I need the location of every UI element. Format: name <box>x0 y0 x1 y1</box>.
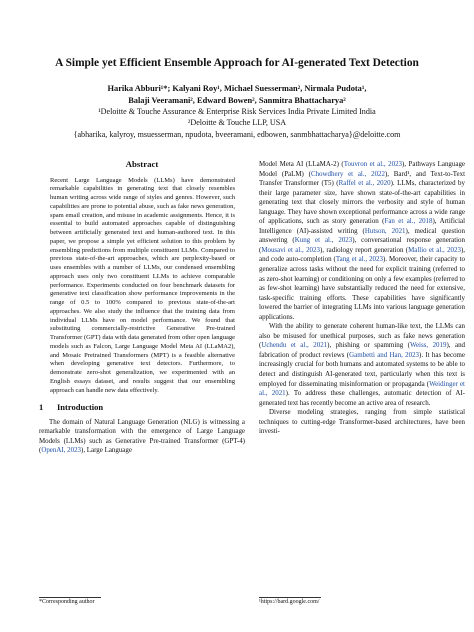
citation-link[interactable]: Weidinger et al., 2021 <box>259 379 465 398</box>
left-column <box>39 160 245 456</box>
citation-link[interactable]: Uchendu et al., 2021 <box>261 341 328 350</box>
author-line: Balaji Veeramani², Edward Bowen², Sanmitra Bhattacharya² <box>128 95 346 105</box>
affiliation-line: ¹Deloitte & Touche Assurance & Enterprise Risk Services India Private Limited India <box>98 107 376 116</box>
author-emails: {abharika, kalyroy, msuesserman, npudota, bveeramani, edbowen, sanmbhattacharya}@deloitte.com <box>73 129 401 139</box>
citation-link[interactable]: Raffel et al., 2020 <box>338 179 391 188</box>
abstract-heading: Abstract <box>125 159 159 169</box>
footnote-corresponding-author: *Corresponding author <box>39 599 95 605</box>
citation-link[interactable]: Fan et al., 2018 <box>384 217 433 226</box>
citation-link[interactable]: Kung et al., 2023 <box>294 236 353 245</box>
intro-paragraph: The domain of Natural Language Generation (NLG) is witnessing a remarkable transformation with the emergence of Large Language Models (LLMs) such as Generative Pre-trained Transformer (GPT-4) (OpenAI, 2023), Large Language <box>39 417 245 455</box>
citation-link[interactable]: Chowdhery et al., 2022 <box>310 169 385 178</box>
affiliations <box>20 106 454 140</box>
footnote-bard-url: ¹https://bard.google.com/ <box>259 599 320 605</box>
intro-paragraph: With the ability to generate coherent human-like text, the LLMs can also be misused for unethical purposes, such as fake news generation (Uchendu et al., 2021), phishing or spamming (Weiss, 2019), and fabrication of product reviews (Gambetti and Han, 2023). It has become increasingly crucial for both humans and automated systems to be able to detect and distinguish AI-generated text, particularly when this text is employed for disseminating misinformation or propaganda (Weidinger et al., 2021). To address these challenges, automatic detection of AI-generated text has recently become an active area of research. <box>259 322 466 407</box>
abstract-text: Recent Large Language Models (LLMs) have demonstrated remarkable capabilities in generating text that closely resembles human writing across wide range of styles and genres. However, such capabilities are prone to potential abuse, such as fake news generation, spam email creation, and misuse in academic assignments. Hence, it is essential to build automated approaches capable of distinguishing between artificially generated text and human-authored text. In this paper, we propose a simple yet efficient solution to this problem by ensembling predictions from multiple constituent LLMs. Compared to previous state-of-the-art approaches, which are perplexity-based or uses ensembles with a number of LLMs, our condensed ensembling approach uses only two constituent LLMs to achieve comparable performance. Experiments conducted on four benchmark datasets for generative text classification show performance improvements in the range of 0.5 to 100% compared to previous state-of-the-art approaches. We also study the influence that the training data from individual LLMs have on model performance. We found that substituting commercially-restrictive Generative Pre-trained Transformer (GPT) data with data generated from other open language models such as Falcon, Large Language Model Meta AI (LLaMA2), and Mosaic Pretrained Transformers (MPT) is a feasible alternative when developing generative text detectors. Furthermore, to demonstrate zero-shot generalization, we experimented with an English essays dataset, and results suggest that our ensembling approach can handle new data effectively. <box>50 176 235 394</box>
citation-link[interactable]: Hutson, 2021 <box>364 226 406 235</box>
paper-title: A Simple yet Efficient Ensemble Approach for AI-generated Text Detection <box>55 57 419 69</box>
citation-link[interactable]: Weiss, 2019 <box>409 341 447 350</box>
right-column <box>259 160 465 437</box>
intro-paragraph: Model Meta AI (LLaMA-2) (Touvron et al., 2023), Pathways Language Model (PaLM) (Chowdhery et al., 2022), Bard¹, and Text-to-Text Transfer Transformer (T5) (Raffel et al., 2020). LLMs, characterized by their large parameter size, have shown state-of-the-art capabilities in generating text that closely mirrors the verbosity and style of human language. They have shown exceptional performance across a wide range of applications, such as story generation (Fan et al., 2018), Artificial Intelligence (AI)-assisted writing (Hutson, 2021), medical question answering (Kung et al., 2023), conversational response generation (Mousavi et al., 2023), radiology report generation (Mallio et al., 2023), and code auto-completion (Tang et al., 2023). Moreover, their capacity to generalize across tasks without the need for explicit training (referred to as zero-shot learning) or conditioning on only a few examples (referred to as few-shot learning) have substantially reduced the need for extensive, task-specific training efforts. These capabilities have significantly lowered the barrier of integrating LLMs into various language generation applications. <box>259 160 466 321</box>
section-title: Introduction <box>57 402 104 413</box>
section-heading-introduction <box>39 403 245 413</box>
section-number: 1 <box>39 402 44 413</box>
affiliation-line: ²Deloitte & Touche LLP, USA <box>187 118 287 128</box>
citation-link[interactable]: Gambetti and Han, 2023 <box>349 350 420 359</box>
citation-link[interactable]: Mallio et al., 2023 <box>408 245 461 254</box>
author-line: Harika Abburi¹*; Kalyani Roy¹, Michael Suesserman², Nirmala Pudota¹, <box>107 84 367 93</box>
author-list <box>20 83 454 106</box>
citation-link[interactable]: OpenAI, 2023 <box>41 446 82 455</box>
citation-link[interactable]: Touvron et al., 2023 <box>343 160 403 168</box>
footnote-divider <box>39 597 101 598</box>
citation-link[interactable]: Mousavi et al., 2023 <box>261 245 320 254</box>
footnote-divider <box>259 597 321 598</box>
intro-paragraph: Diverse modeling strategies, ranging from simple statistical techniques to cutting-edge Transformer-based architectures, have been investi- <box>259 408 465 436</box>
citation-link[interactable]: Tang et al., 2023 <box>335 255 383 264</box>
